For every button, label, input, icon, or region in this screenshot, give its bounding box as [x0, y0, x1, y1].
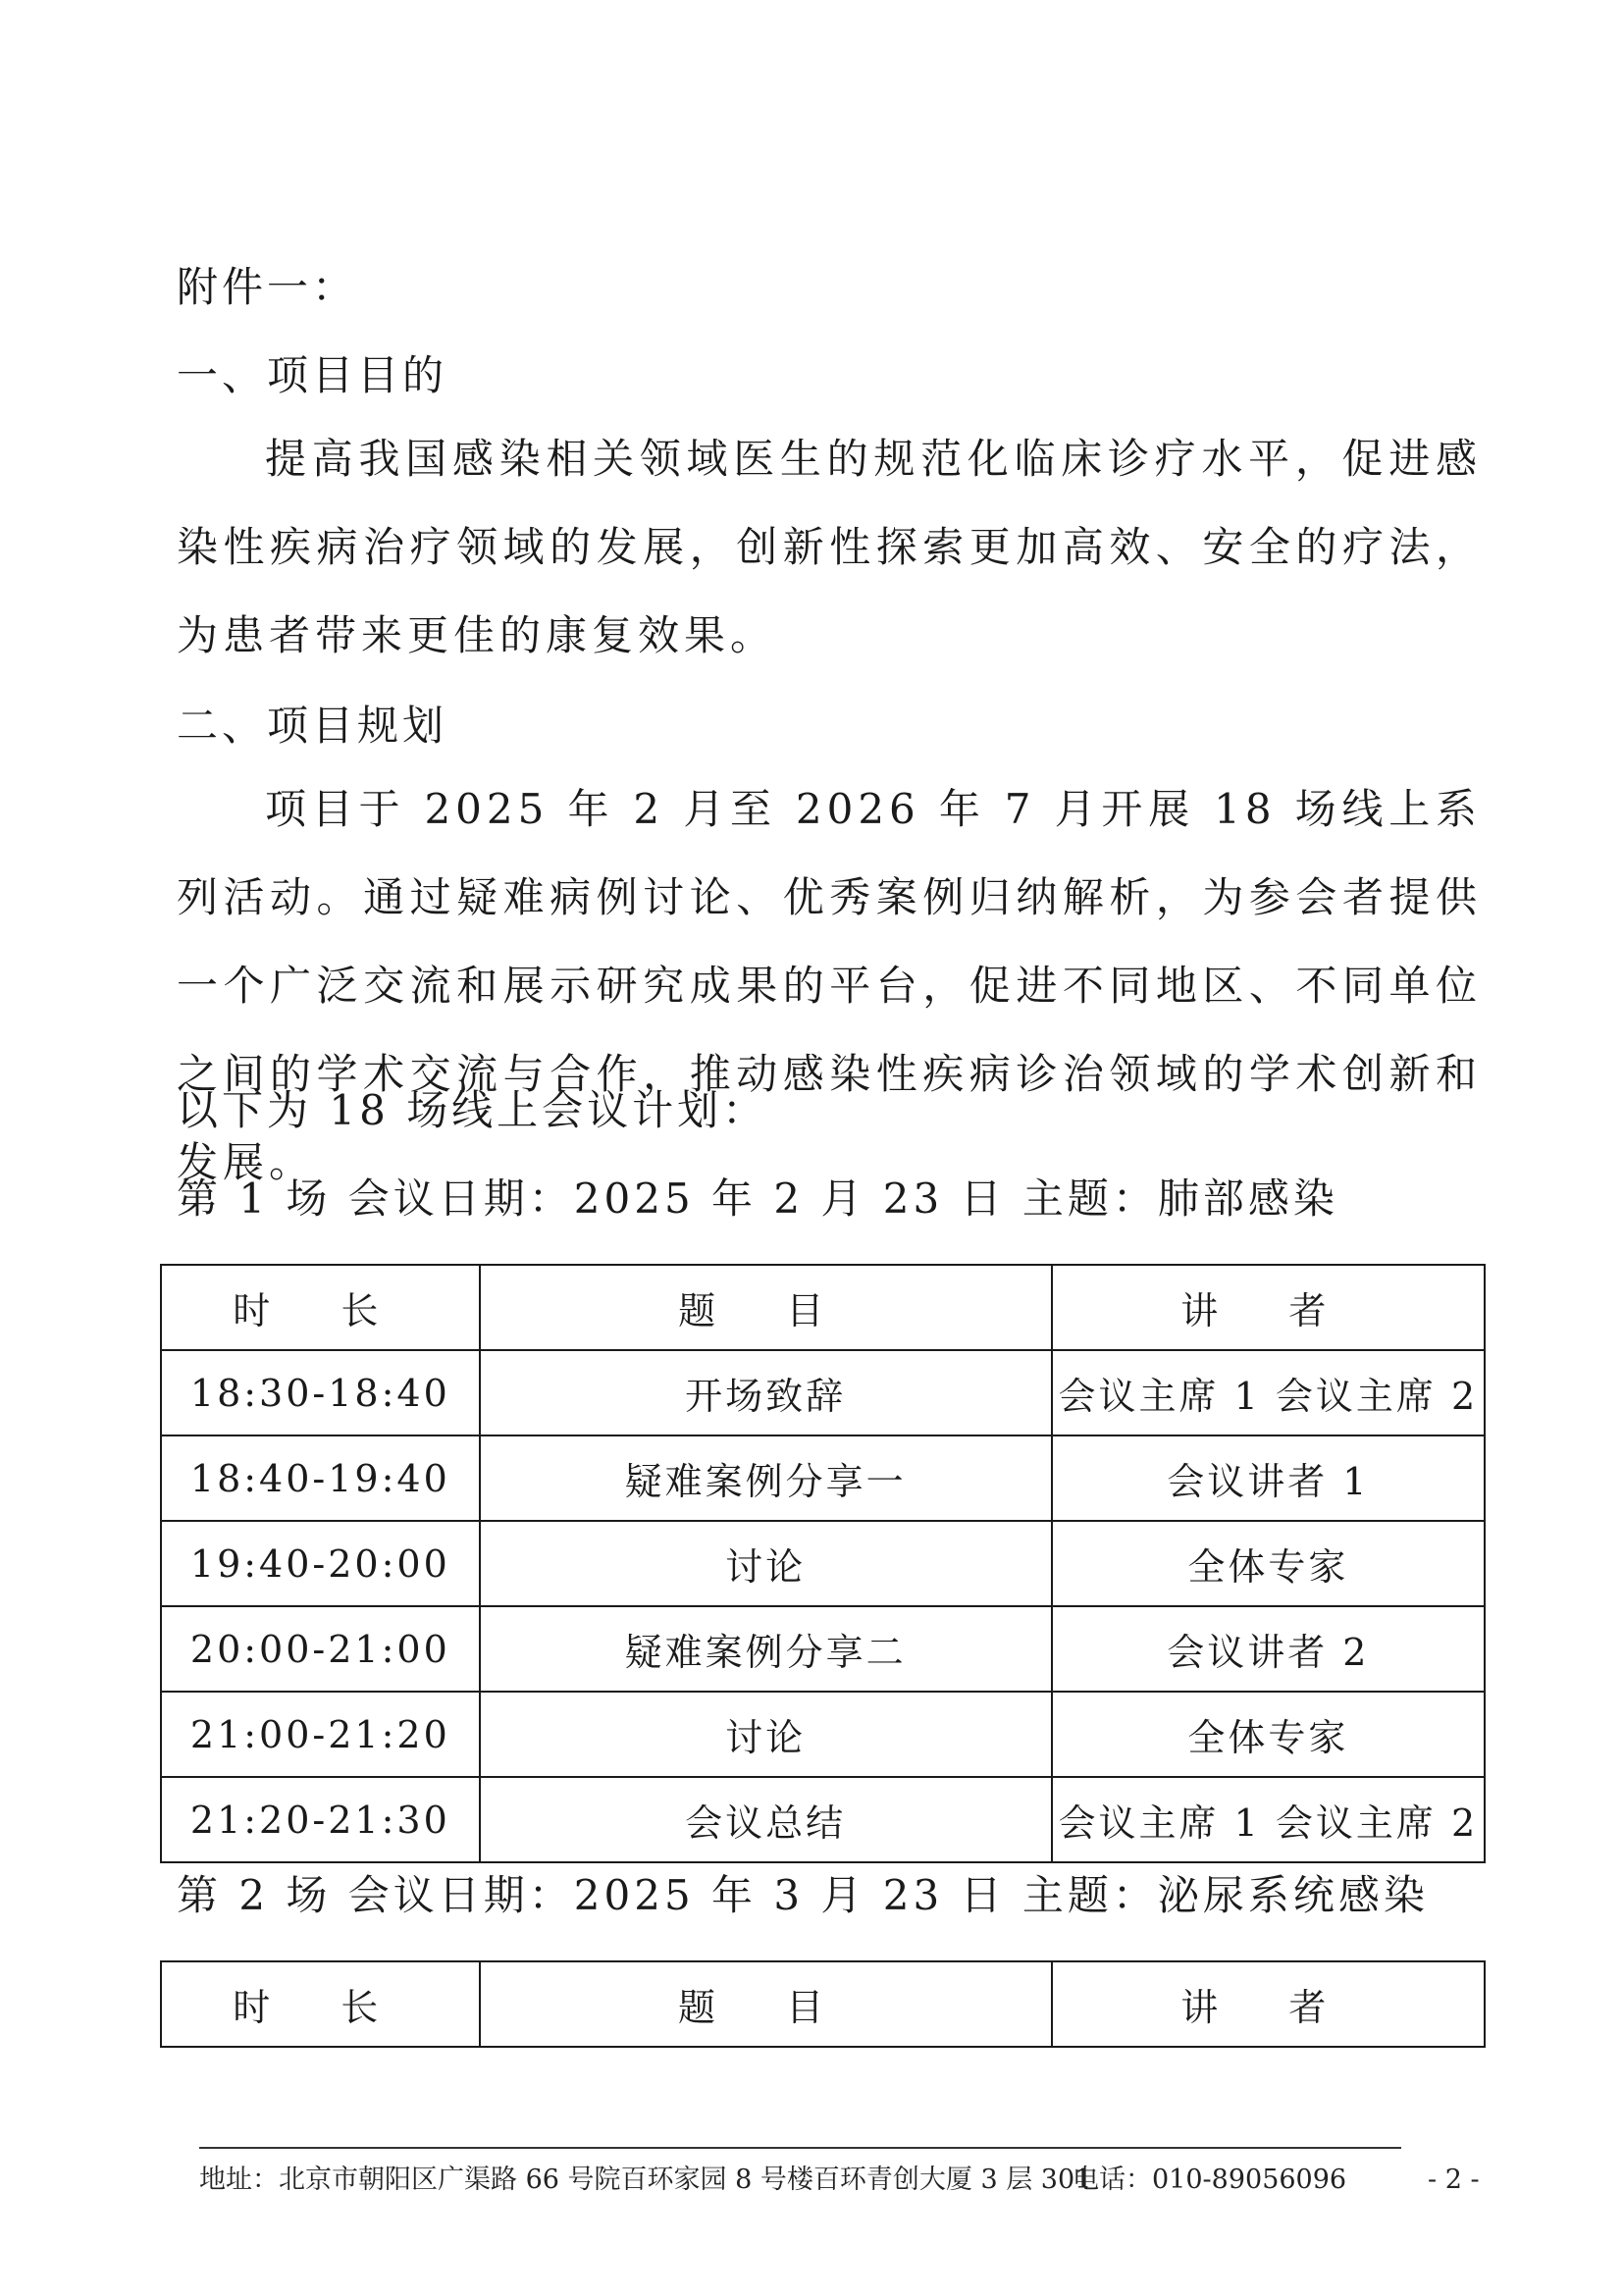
speaker-cell: 全体专家	[1052, 1692, 1485, 1777]
schedule-intro: 以下为 18 场线上会议计划：	[177, 1086, 768, 1134]
topic-cell: 会议总结	[480, 1777, 1052, 1862]
table-row	[161, 1521, 1485, 1606]
table-row	[161, 1435, 1485, 1521]
header-speaker: 讲 者	[1052, 1961, 1485, 2047]
topic-cell: 疑难案例分享一	[480, 1435, 1052, 1521]
speaker-cell: 会议讲者 2	[1052, 1606, 1485, 1692]
table-row	[161, 1606, 1485, 1692]
session-2-caption: 第 2 场 会议日期：2025 年 3 月 23 日 主题：泌尿系统感染	[177, 1871, 1429, 1919]
time-cell: 21:00-21:20	[161, 1692, 480, 1777]
time-cell: 19:40-20:00	[161, 1521, 480, 1606]
session-1-caption: 第 1 场 会议日期：2025 年 2 月 23 日 主题：肺部感染	[177, 1174, 1338, 1223]
speaker-cell: 全体专家	[1052, 1521, 1485, 1606]
time-cell: 21:20-21:30	[161, 1777, 480, 1862]
topic-cell: 讨论	[480, 1692, 1052, 1777]
topic-cell: 开场致辞	[480, 1350, 1052, 1435]
attachment-label: 附件一：	[177, 263, 358, 311]
session-1-table	[160, 1264, 1486, 1863]
table-header-row	[161, 1961, 1485, 2047]
section-1-heading: 一、项目目的	[177, 351, 448, 399]
header-time: 时 长	[161, 1265, 480, 1350]
section-1-body: 提高我国感染相关领域医生的规范化临床诊疗水平，促进感染性疾病治疗领域的发展，创新性探索更加高效、安全的疗法，为患者带来更佳的康复效果。	[177, 435, 1482, 659]
speaker-cell: 会议主席 1 会议主席 2	[1052, 1777, 1485, 1862]
footer-address: 地址：北京市朝阳区广渠路 66 号院百环家园 8 号楼百环青创大厦 3 层 301	[199, 2165, 1092, 2195]
speaker-cell: 会议讲者 1	[1052, 1435, 1485, 1521]
topic-cell: 疑难案例分享二	[480, 1606, 1052, 1692]
section-2-heading: 二、项目规划	[177, 702, 448, 750]
footer-phone: 电话：010-89056096	[1073, 2165, 1347, 2195]
header-topic: 题 目	[480, 1961, 1052, 2047]
table-row	[161, 1350, 1485, 1435]
time-cell: 18:30-18:40	[161, 1350, 480, 1435]
section-2-body: 项目于 2025 年 2 月至 2026 年 7 月开展 18 场线上系列活动。通过疑难病例讨论、优秀案例归纳解析，为参会者提供一个广泛交流和展示研究成果的平台，促进不同地区、不同单位之间的学术交流与合作，推动感染性疾病诊治领域的学术创新和发展。	[177, 785, 1482, 1186]
time-cell: 20:00-21:00	[161, 1606, 480, 1692]
footer-divider	[199, 2147, 1401, 2149]
table-row	[161, 1692, 1485, 1777]
speaker-cell: 会议主席 1 会议主席 2	[1052, 1350, 1485, 1435]
page-number: - 2 -	[1428, 2165, 1480, 2195]
table-row	[161, 1777, 1485, 1862]
table-header-row	[161, 1265, 1485, 1350]
header-topic: 题 目	[480, 1265, 1052, 1350]
header-speaker: 讲 者	[1052, 1265, 1485, 1350]
session-2-table	[160, 1960, 1486, 2048]
topic-cell: 讨论	[480, 1521, 1052, 1606]
header-time: 时 长	[161, 1961, 480, 2047]
time-cell: 18:40-19:40	[161, 1435, 480, 1521]
